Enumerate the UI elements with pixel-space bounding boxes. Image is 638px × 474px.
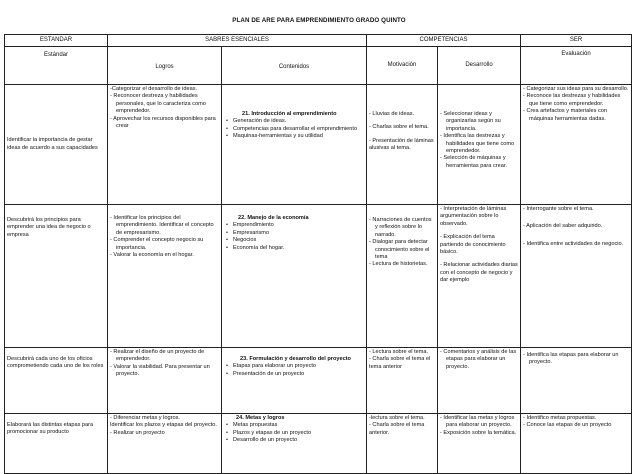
evaluacion-cell xyxy=(521,205,632,348)
contenidos-cell xyxy=(222,85,367,205)
list-item: - Identificar las metas y logros para elaborar un proyecto. xyxy=(440,415,515,429)
list-item: - Diferenciar metas y logros. xyxy=(110,415,180,421)
list-item: • Metas propuestas xyxy=(224,422,364,429)
list-item: - Charla sobre el tema el tema anterior xyxy=(369,356,431,370)
evaluacion-cell xyxy=(521,85,632,205)
list-item: - Interrogante sobre el tema. xyxy=(523,206,594,212)
list-item: • Desarrollo de un proyecto xyxy=(224,437,364,444)
content-title: 23. Formulación y desarrollo del proyecto xyxy=(240,356,351,362)
contenidos-cell xyxy=(222,414,367,474)
header-ser: SER xyxy=(521,35,632,47)
list-item: • Negocios xyxy=(224,237,364,244)
evaluacion-cell xyxy=(521,348,632,414)
list-item: • Etapas para elaborar un proyecto xyxy=(224,363,364,370)
list-item: - Comentarios y análisis de las etapas para elaborar un proyecto. xyxy=(440,349,517,370)
estandar-cell: Elaborará las distintas etapas para promocionar su producto xyxy=(5,414,108,474)
list-item: -Categorizar el desarrollo de ideas. xyxy=(110,86,198,92)
table-row xyxy=(5,205,632,348)
list-item: -lectura sobre el tema. xyxy=(369,415,425,421)
list-item: - Realizar el diseño de un proyecto de emprendedor. xyxy=(110,349,205,363)
content-title: 22. Manejo de la economía xyxy=(238,215,309,221)
list-item: - Dialogar para detectar conocimiento sobre el tema xyxy=(369,239,430,261)
list-item: - Crea artefactos y materiales con máquinas herramientas dadas. xyxy=(523,108,607,122)
list-item: • Generación de ideas. xyxy=(224,118,364,125)
list-item: - Conoce las etapas de un proyecto xyxy=(523,422,612,429)
list-item: - Realizar un proyecto xyxy=(110,429,165,436)
list-item: • Economía del hogar. xyxy=(224,245,364,252)
list-item: - Charla sobre el tema anterior. xyxy=(369,422,425,436)
list-item: - Categorizar sus ideas para su desarrollo. xyxy=(523,86,629,92)
motivacion-cell xyxy=(367,414,438,474)
content-title: 24. Metas y logros xyxy=(236,415,285,421)
motivacion-cell xyxy=(367,205,438,348)
list-item: - Identifica las etapas para elaborar un proyecto. xyxy=(523,352,619,366)
list-item: - Aplicación del saber adquirido. xyxy=(523,223,603,230)
list-item: • Presentación de un proyecto xyxy=(224,371,364,378)
table-row xyxy=(5,348,632,414)
subheader-logros: Logros xyxy=(108,47,222,85)
desarrollo-cell xyxy=(438,85,521,205)
subheader-motivacion: Motivación xyxy=(367,47,438,85)
list-item: - Presentación de láminas alusivas al tema. xyxy=(369,137,434,152)
evaluacion-cell xyxy=(521,414,632,474)
subheader-desarrollo: Desarrollo xyxy=(438,47,521,85)
list-item: - Identifica las destrezas y habilidades que tiene como emprendedor. xyxy=(440,133,515,155)
list-item: - Comprender el concepto negocio su importancia. xyxy=(110,237,204,251)
table-row xyxy=(5,85,632,205)
list-item: - Aprovechar los recursos disponibles para crear xyxy=(110,115,216,130)
list-item: - Explicación del tema partiendo de conocimiento básico. xyxy=(440,234,506,256)
list-item: - Selección de máquinas y herramientas para crear. xyxy=(440,155,507,169)
header-saberes: SABRES ESENCIALES xyxy=(108,35,367,47)
header-estandar: ESTANDAR xyxy=(5,35,108,47)
list-item: • Competencias para desarrollar el emprendimiento xyxy=(224,126,364,133)
list-item: - Valorar la viabilidad. Para presentar un proyecto. xyxy=(110,363,210,378)
estandar-cell: Descubrirá los principios para emprender una idea de negocio o empresa xyxy=(5,205,108,348)
logros-cell xyxy=(108,205,222,348)
table-row xyxy=(5,414,632,474)
desarrollo-cell xyxy=(438,414,521,474)
list-item: - Identificar los principios del emprendimiento. Identificar el concepto de empresarismo. xyxy=(110,215,214,236)
list-item: - Relacionar actividades diarias con el concepto de negocio y dar ejemplo xyxy=(440,262,518,284)
plan-table xyxy=(4,34,632,474)
list-item: - Exposición sobre la temática. xyxy=(440,429,517,436)
header-competencias: COMPETENCIAS xyxy=(367,35,521,47)
subheader-evaluacion: Evaluación xyxy=(521,47,632,85)
page-title: PLAN DE ARE PARA EMPRENDIMIENTO GRADO QUINTO xyxy=(232,17,406,24)
contenidos-cell xyxy=(222,205,367,348)
list-item: - Interpretación de láminas argumentación sobre lo observado. xyxy=(440,206,507,227)
list-item: - Lluvias de ideas. xyxy=(369,111,415,117)
header-row-sub xyxy=(5,47,632,85)
logros-cell xyxy=(108,414,222,474)
list-item: - Valorar la economía en el hogar. xyxy=(110,252,194,259)
list-item: - Seleccionar ideas y organizarlas según su importancia. xyxy=(440,111,501,132)
list-item: • Plazos y etapas de un proyecto xyxy=(224,430,364,437)
logros-cell xyxy=(108,85,222,205)
motivacion-cell xyxy=(367,348,438,414)
list-item: - Charlas sobre el tema. xyxy=(369,124,429,131)
list-item: Identificar los plazos y etapas del proyecto. xyxy=(110,422,217,429)
desarrollo-cell xyxy=(438,205,521,348)
list-item: - Identifico metas propuestas. xyxy=(523,415,597,421)
subheader-contenidos: Contenidos xyxy=(222,47,367,85)
desarrollo-cell xyxy=(438,348,521,414)
list-item: - Lectura de historietas. xyxy=(369,261,428,268)
list-item: - Narraciones de cuentos y reflexión sobre lo narrado. xyxy=(369,217,432,238)
header-row-main xyxy=(5,35,632,47)
list-item: • Maquinas-herramientas y su utilidad xyxy=(224,133,364,140)
list-item: - Identifica entre actividades de negocio. xyxy=(523,240,624,247)
content-title: 21. Introducción al emprendimiento xyxy=(242,111,337,117)
estandar-cell: Descubrirá cada uno de los oficios comprometiendo cada uno de los roles xyxy=(5,348,108,414)
list-item: • Emprendimiento xyxy=(224,222,364,229)
motivacion-cell xyxy=(367,85,438,205)
list-item: - Reconoce las destrezas y habilidades que tiene como emprendedor. xyxy=(523,93,621,107)
list-item: - Reconocer destreza y habilidades personales, que lo caracteriza como emprendedor. xyxy=(110,93,206,115)
contenidos-cell xyxy=(222,348,367,414)
list-item: • Empresarismo xyxy=(224,230,364,237)
estandar-cell: Identificar la importancia de gestar ideas de acuerdo a sus capacidades xyxy=(5,85,108,205)
list-item: - Lectura sobre el tema. xyxy=(369,349,429,355)
subheader-estandar: Estándar xyxy=(5,47,108,85)
logros-cell xyxy=(108,348,222,414)
